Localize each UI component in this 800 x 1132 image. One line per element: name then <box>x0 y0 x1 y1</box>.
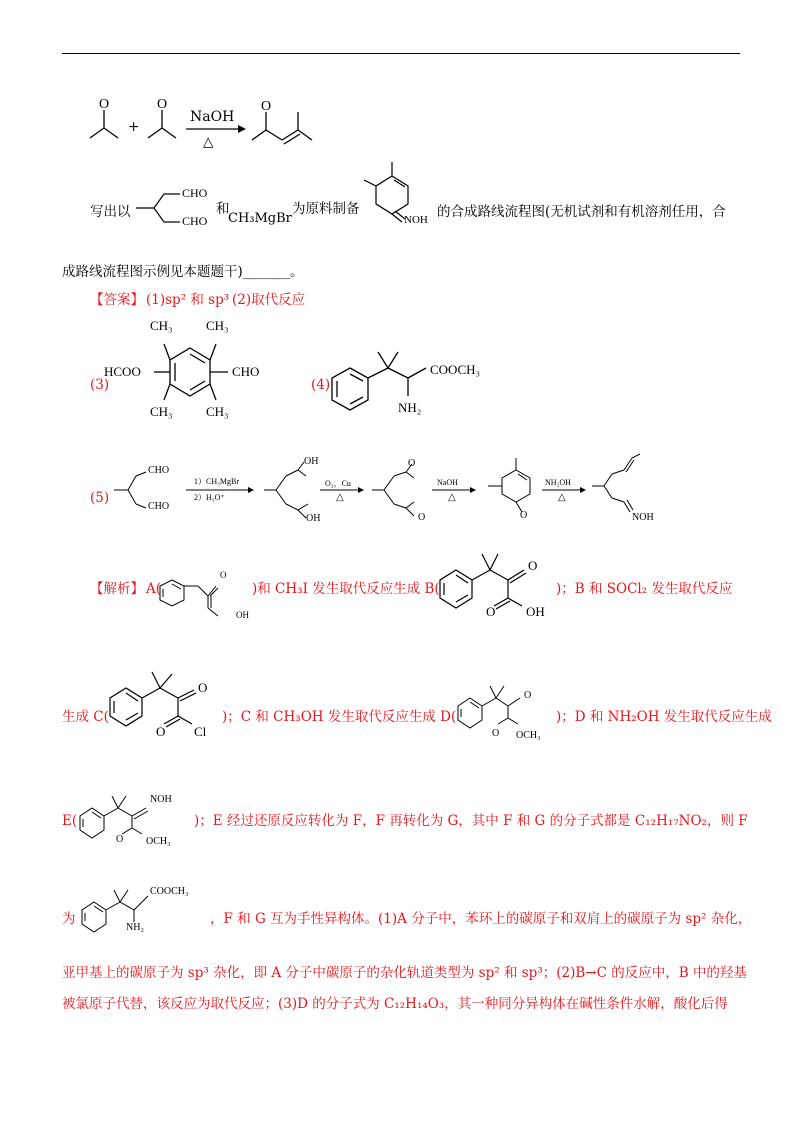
o-label: O <box>157 97 168 112</box>
analysis-line1-a: A( <box>146 581 162 597</box>
ch3-label: CH₃ <box>150 404 173 419</box>
question-and: 和 <box>216 201 230 217</box>
answer-3-number: (3) <box>90 377 110 393</box>
reaction-acetone-2 <box>142 98 182 148</box>
o-label: O <box>156 724 166 739</box>
noh-label: NOH <box>150 794 172 805</box>
cho-label-top: CHO <box>182 186 208 200</box>
route-cyclohexenone <box>480 456 544 520</box>
reaction-arrow <box>186 124 246 134</box>
oh-label: OH <box>304 456 319 467</box>
ch3-label: CH₃ <box>206 318 229 333</box>
route-step4: NH₂OH <box>545 478 571 487</box>
cho-label-bottom: CHO <box>182 214 208 228</box>
analysis-line3-b: )；E 经过还原反应转化为 F，F 再转化为 G，其中 F 和 G 的分子式都是 C₁₂H₁₇NO₂，则 F <box>194 813 748 829</box>
compound-a-structure <box>158 566 248 626</box>
o-label: O <box>116 834 124 845</box>
header-rule <box>62 53 740 54</box>
question-reagent: CH₃MgBr <box>228 211 292 226</box>
answer-4-number: (4) <box>311 377 331 393</box>
route-step3: NaOH <box>437 478 458 487</box>
route-step2: O₂，Cu <box>325 479 351 488</box>
question-text-3: 的合成路线流程图(无机试剂和有机溶剂任用，合 <box>437 204 726 220</box>
reaction-acetone-1 <box>84 98 124 148</box>
cho-label: CHO <box>148 501 170 512</box>
analysis-line5: 亚甲基上的碳原子为 sp³ 杂化，即 A 分子中碳原子的杂化轨道类型为 sp² 和 sp³；(2)B→C 的反应中，B 中的羟基 <box>62 965 747 981</box>
o-label: O <box>418 512 426 523</box>
mesityl-oxide <box>250 98 320 148</box>
oh-label: OH <box>306 513 321 524</box>
ch3-label: CH₃ <box>150 318 173 333</box>
o-label: O <box>261 99 272 114</box>
oh-label: OH <box>236 610 249 620</box>
cho-label: CHO <box>232 364 260 379</box>
analysis-line4-b: ，F 和 G 互为手性异构体。(1)A 分子中，苯环上的碳原子和双肩上的碳原子为 sp² 杂化， <box>210 911 752 927</box>
analysis-line1-b: )和 CH₃I 发生取代反应生成 B( <box>252 581 440 597</box>
analysis-tag: 【解析】 <box>90 581 144 597</box>
reagent-naoh: NaOH <box>190 109 235 125</box>
compound-c-structure <box>100 666 240 756</box>
analysis-line2-b: )；C 和 CH₃OH 发生取代反应生成 D( <box>222 709 457 725</box>
plus-sign: + <box>128 119 140 135</box>
route-step1a: 1）CH₃MgBr <box>194 477 240 486</box>
analysis-line4-a: 为 <box>62 911 76 927</box>
o-label: O <box>520 510 528 521</box>
answer-1: (1)sp² 和 sp³ <box>146 292 230 308</box>
noh-label: NOH <box>632 512 654 523</box>
o-label: O <box>408 458 416 469</box>
heat-symbol: △ <box>203 134 214 150</box>
och3-label: OCH₃ <box>146 836 171 847</box>
o-label: O <box>220 570 227 580</box>
cl-label: Cl <box>194 724 207 739</box>
oh-label: OH <box>526 604 545 619</box>
noh-label: NOH <box>404 214 428 226</box>
ch3-label: CH₃ <box>206 404 229 419</box>
compound-e-structure <box>74 786 194 856</box>
heat-symbol: △ <box>448 492 456 503</box>
answer-5-number: (5) <box>90 490 110 506</box>
analysis-line2-a: 生成 C( <box>62 709 109 725</box>
answer-tag: 【答案】 <box>90 292 144 308</box>
hcoo-label: HCOO <box>104 364 141 379</box>
amine-label: NH₂ <box>126 922 144 933</box>
amine-label: NH₂ <box>398 400 422 415</box>
o-label: O <box>528 558 538 573</box>
analysis-line2-c: )；D 和 NH₂OH 发生取代反应生成 <box>556 709 772 725</box>
answer-4-structure <box>326 340 496 430</box>
o-label: O <box>99 97 110 112</box>
ester-label: COOCH₃ <box>430 362 481 377</box>
o-label: O <box>492 728 500 739</box>
och3-label: OCH₃ <box>516 730 541 741</box>
heat-symbol: △ <box>558 492 566 503</box>
question-text-1: 写出以 <box>90 204 131 220</box>
analysis-line6: 被氯原子代替，该反应为取代反应；(3)D 的分子式为 C₁₂H₁₄O₃，其一种同分异构体在碱性条件水解，酸化后得 <box>62 996 728 1012</box>
compound-b-structure <box>434 548 574 628</box>
compound-d-structure <box>450 676 560 746</box>
analysis-line1-c: )；B 和 SOCl₂ 发生取代反应 <box>556 581 733 597</box>
question-text-2: 为原料制备 <box>292 201 360 217</box>
heat-symbol: △ <box>336 492 344 503</box>
ester-label: COOCH₃ <box>150 886 189 897</box>
o-label: O <box>198 680 208 695</box>
cho-label: CHO <box>148 465 170 476</box>
o-label: O <box>524 690 532 701</box>
route-step1b: 2）H₃O⁺ <box>194 493 225 502</box>
question-text-4: 成路线流程图示例见本题题干)_______。 <box>62 264 304 280</box>
analysis-line3-a: E( <box>62 813 78 829</box>
answer-2: (2)取代反应 <box>232 292 306 308</box>
o-label: O <box>486 604 496 619</box>
